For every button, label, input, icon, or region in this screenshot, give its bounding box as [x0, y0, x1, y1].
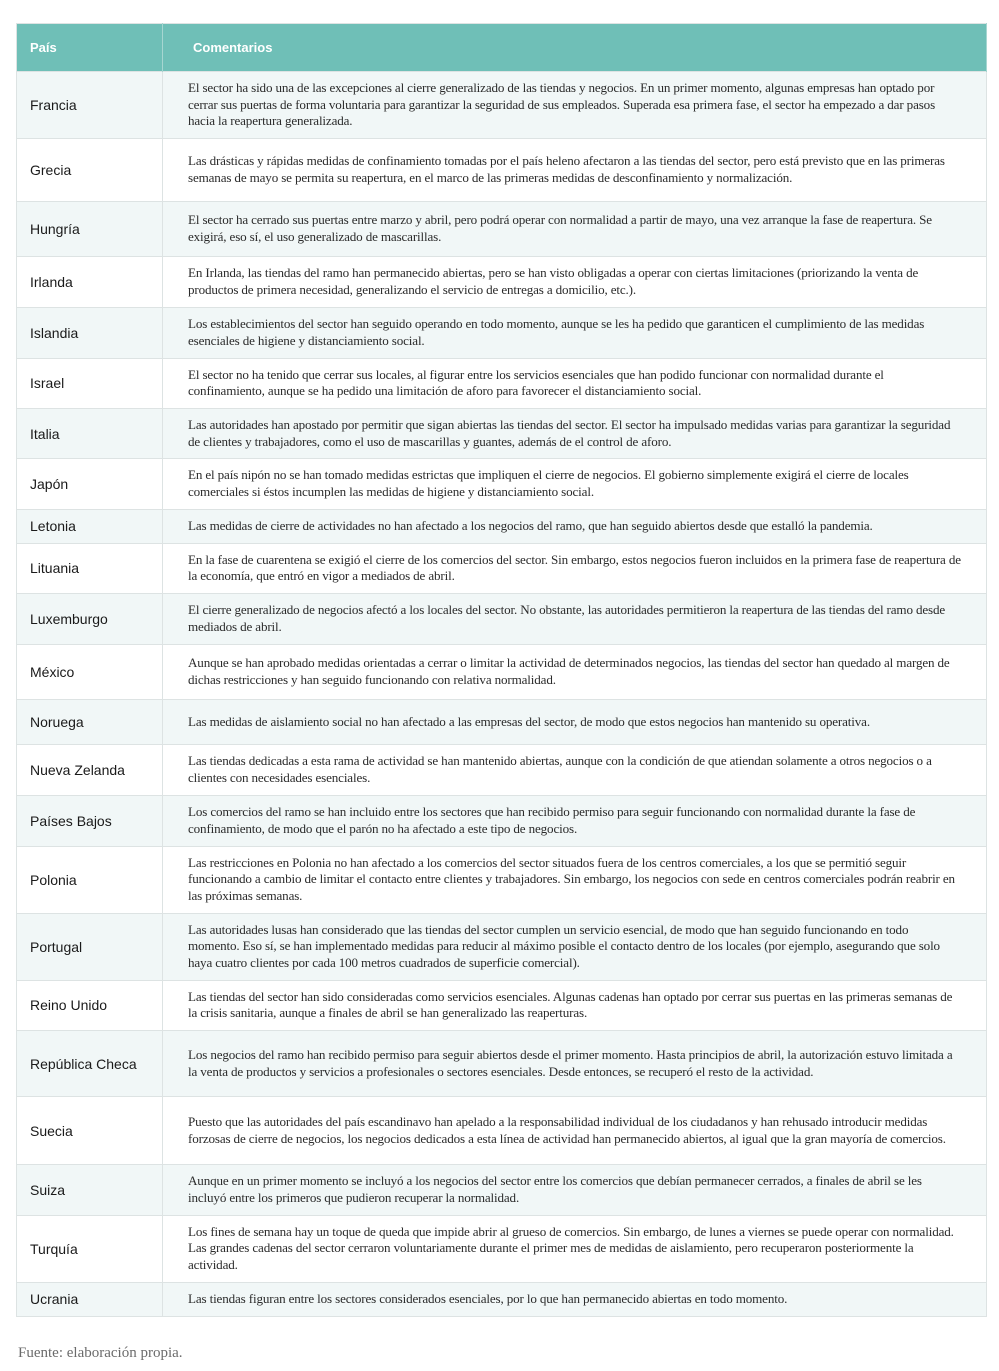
country-cell: Suecia — [17, 1097, 163, 1165]
table-row — [17, 408, 987, 458]
country-cell: Países Bajos — [17, 795, 163, 846]
country-cell: Lituania — [17, 543, 163, 593]
table-row — [17, 745, 987, 795]
table-row — [17, 1165, 987, 1215]
comment-cell: Los fines de semana hay un toque de queda que impide abrir al grueso de comercios. Sin embargo, de lunes a viernes se puede operar con normalidad. Las grandes cadenas del sector cerraron voluntariamente durante el primer mes de medidas de aislamiento, pero recuperaron posteriormente la actividad. — [163, 1215, 987, 1282]
table-row — [17, 139, 987, 202]
table-row — [17, 913, 987, 980]
country-cell: Portugal — [17, 913, 163, 980]
country-cell: Suiza — [17, 1165, 163, 1215]
table-row — [17, 1097, 987, 1165]
header-country: País — [17, 24, 163, 72]
comment-cell: Los negocios del ramo han recibido permiso para seguir abiertos desde el primer momento. Hasta principios de abril, la autorización estuvo limitada a la venta de productos y servicios a profesionales o sectores esenciales. Desde entonces, se recuperó el resto de la actividad. — [163, 1031, 987, 1097]
country-cell: Israel — [17, 358, 163, 408]
table-row — [17, 1282, 987, 1316]
country-cell: Irlanda — [17, 257, 163, 307]
table-row — [17, 257, 987, 307]
comment-cell: El sector ha sido una de las excepciones al cierre generalizado de las tiendas y negocios. En un primer momento, algunas empresas han optado por cerrar sus puertas de forma voluntaria para garantizar la seguridad de sus empleados. Superada esa primera fase, el sector ha empezado a dar pasos hacia la reapertura generalizada. — [163, 72, 987, 139]
table-container — [16, 23, 986, 1317]
table-row — [17, 543, 987, 593]
country-cell: Letonia — [17, 509, 163, 543]
table-row — [17, 846, 987, 913]
country-cell: Grecia — [17, 139, 163, 202]
country-cell: Turquía — [17, 1215, 163, 1282]
comment-cell: Aunque en un primer momento se incluyó a los negocios del sector entre los comercios que debían permanecer cerrados, a finales de abril se les incluyó entre los primeros que pudieron recuperar la normalidad. — [163, 1165, 987, 1215]
country-cell: México — [17, 645, 163, 700]
comment-cell: Las tiendas figuran entre los sectores considerados esenciales, por lo que han permanecido abiertas en todo momento. — [163, 1282, 987, 1316]
table-row — [17, 307, 987, 358]
country-cell: Islandia — [17, 307, 163, 358]
comment-cell: Las tiendas del sector han sido consideradas como servicios esenciales. Algunas cadenas han optado por cerrar sus puertas en las primeras semanas de la crisis sanitaria, aunque a finales de abril se han generalizado las reaperturas. — [163, 980, 987, 1030]
table-body — [17, 72, 987, 1317]
table-row — [17, 72, 987, 139]
table-row — [17, 1031, 987, 1097]
country-cell: Hungría — [17, 202, 163, 257]
country-cell: Francia — [17, 72, 163, 139]
table-row — [17, 459, 987, 509]
country-cell: Nueva Zelanda — [17, 745, 163, 795]
country-cell: Reino Unido — [17, 980, 163, 1030]
table-row — [17, 358, 987, 408]
country-comments-table — [16, 23, 987, 1317]
comment-cell: En Irlanda, las tiendas del ramo han permanecido abiertas, pero se han visto obligadas a operar con ciertas limitaciones (priorizando la venta de productos de primera necesidad, generalizando el servicio de entregas a domicilio, etc.). — [163, 257, 987, 307]
comment-cell: Las autoridades han apostado por permitir que sigan abiertas las tiendas del sector. El sector ha impulsado medidas varias para garantizar la seguridad de clientes y trabajadores, como el uso de mascarillas y guantes, además de el control de aforo. — [163, 408, 987, 458]
comment-cell: Las restricciones en Polonia no han afectado a los comercios del sector situados fuera de los centros comerciales, a los que se permitió seguir funcionando a cambio de limitar el contacto entre clientes y trabajadores. Sin embargo, los negocios con sede en centros comerciales podrán reabrir en las próximas semanas. — [163, 846, 987, 913]
country-cell: Noruega — [17, 700, 163, 745]
comment-cell: Los comercios del ramo se han incluido entre los sectores que han recibido permiso para seguir funcionando con normalidad durante la fase de confinamiento, de modo que el parón no ha afectado a este tipo de negocios. — [163, 795, 987, 846]
comment-cell: Las autoridades lusas han considerado que las tiendas del sector cumplen un servicio esencial, de modo que han seguido funcionando en todo momento. Eso sí, se han implementado medidas para reducir al máximo posible el contacto dentro de los locales (por ejemplo, asegurando que solo haya cuatro clientes por cada 100 metros cuadrados de superficie comercial). — [163, 913, 987, 980]
comment-cell: Aunque se han aprobado medidas orientadas a cerrar o limitar la actividad de determinados negocios, las tiendas del sector han quedado al margen de dichas restricciones y han seguido funcionando con relativa normalidad. — [163, 645, 987, 700]
comment-cell: Puesto que las autoridades del país escandinavo han apelado a la responsabilidad individual de los ciudadanos y han rehusado introducir medidas forzosas de cierre de negocios, los negocios dedicados a esta línea de actividad han permanecido abiertos, al igual que la gran mayoría de comercios. — [163, 1097, 987, 1165]
comment-cell: El sector ha cerrado sus puertas entre marzo y abril, pero podrá operar con normalidad a partir de mayo, una vez arranque la fase de reapertura. Se exigirá, eso sí, el uso generalizado de mascarillas. — [163, 202, 987, 257]
table-row — [17, 202, 987, 257]
comment-cell: Las medidas de aislamiento social no han afectado a las empresas del sector, de modo que estos negocios han mantenido su operativa. — [163, 700, 987, 745]
table-row — [17, 594, 987, 645]
comment-cell: Las drásticas y rápidas medidas de confinamiento tomadas por el país heleno afectaron a las tiendas del sector, pero está previsto que en las primeras semanas de mayo se permita su reapertura, en el marco de las primeras medidas de desconfinamiento y normalización. — [163, 139, 987, 202]
country-cell: Polonia — [17, 846, 163, 913]
header-comments: Comentarios — [163, 24, 987, 72]
comment-cell: El sector no ha tenido que cerrar sus locales, al figurar entre los servicios esenciales que han podido funcionar con normalidad durante el confinamiento, aunque se ha pedido una limitación de aforo para favorecer el distanciamiento social. — [163, 358, 987, 408]
table-row — [17, 980, 987, 1030]
table-row — [17, 509, 987, 543]
comment-cell: El cierre generalizado de negocios afectó a los locales del sector. No obstante, las autoridades permitieron la reapertura de las tiendas del ramo desde mediados de abril. — [163, 594, 987, 645]
comment-cell: En el país nipón no se han tomado medidas estrictas que impliquen el cierre de negocios. El gobierno simplemente exigirá el cierre de locales comerciales si éstos incumplen las medidas de higiene y distanciamiento social. — [163, 459, 987, 509]
country-cell: Luxemburgo — [17, 594, 163, 645]
table-row — [17, 795, 987, 846]
comment-cell: En la fase de cuarentena se exigió el cierre de los comercios del sector. Sin embargo, estos negocios fueron incluidos en la primera fase de reapertura de la economía, que entró en vigor a mediados de abril. — [163, 543, 987, 593]
comment-cell: Las tiendas dedicadas a esta rama de actividad se han mantenido abiertas, aunque con la condición de que atiendan solamente a otros negocios o a clientes con necesidades esenciales. — [163, 745, 987, 795]
country-cell: República Checa — [17, 1031, 163, 1097]
country-cell: Ucrania — [17, 1282, 163, 1316]
comment-cell: Las medidas de cierre de actividades no han afectado a los negocios del ramo, que han seguido abiertos desde que estalló la pandemia. — [163, 509, 987, 543]
table-row — [17, 1215, 987, 1282]
country-cell: Italia — [17, 408, 163, 458]
table-row — [17, 645, 987, 700]
table-header-row — [17, 24, 987, 72]
table-row — [17, 700, 987, 745]
comment-cell: Los establecimientos del sector han seguido operando en todo momento, aunque se les ha pedido que garanticen el cumplimiento de las medidas esenciales de higiene y distanciamiento social. — [163, 307, 987, 358]
country-cell: Japón — [17, 459, 163, 509]
source-note: Fuente: elaboración propia. — [18, 1345, 183, 1361]
